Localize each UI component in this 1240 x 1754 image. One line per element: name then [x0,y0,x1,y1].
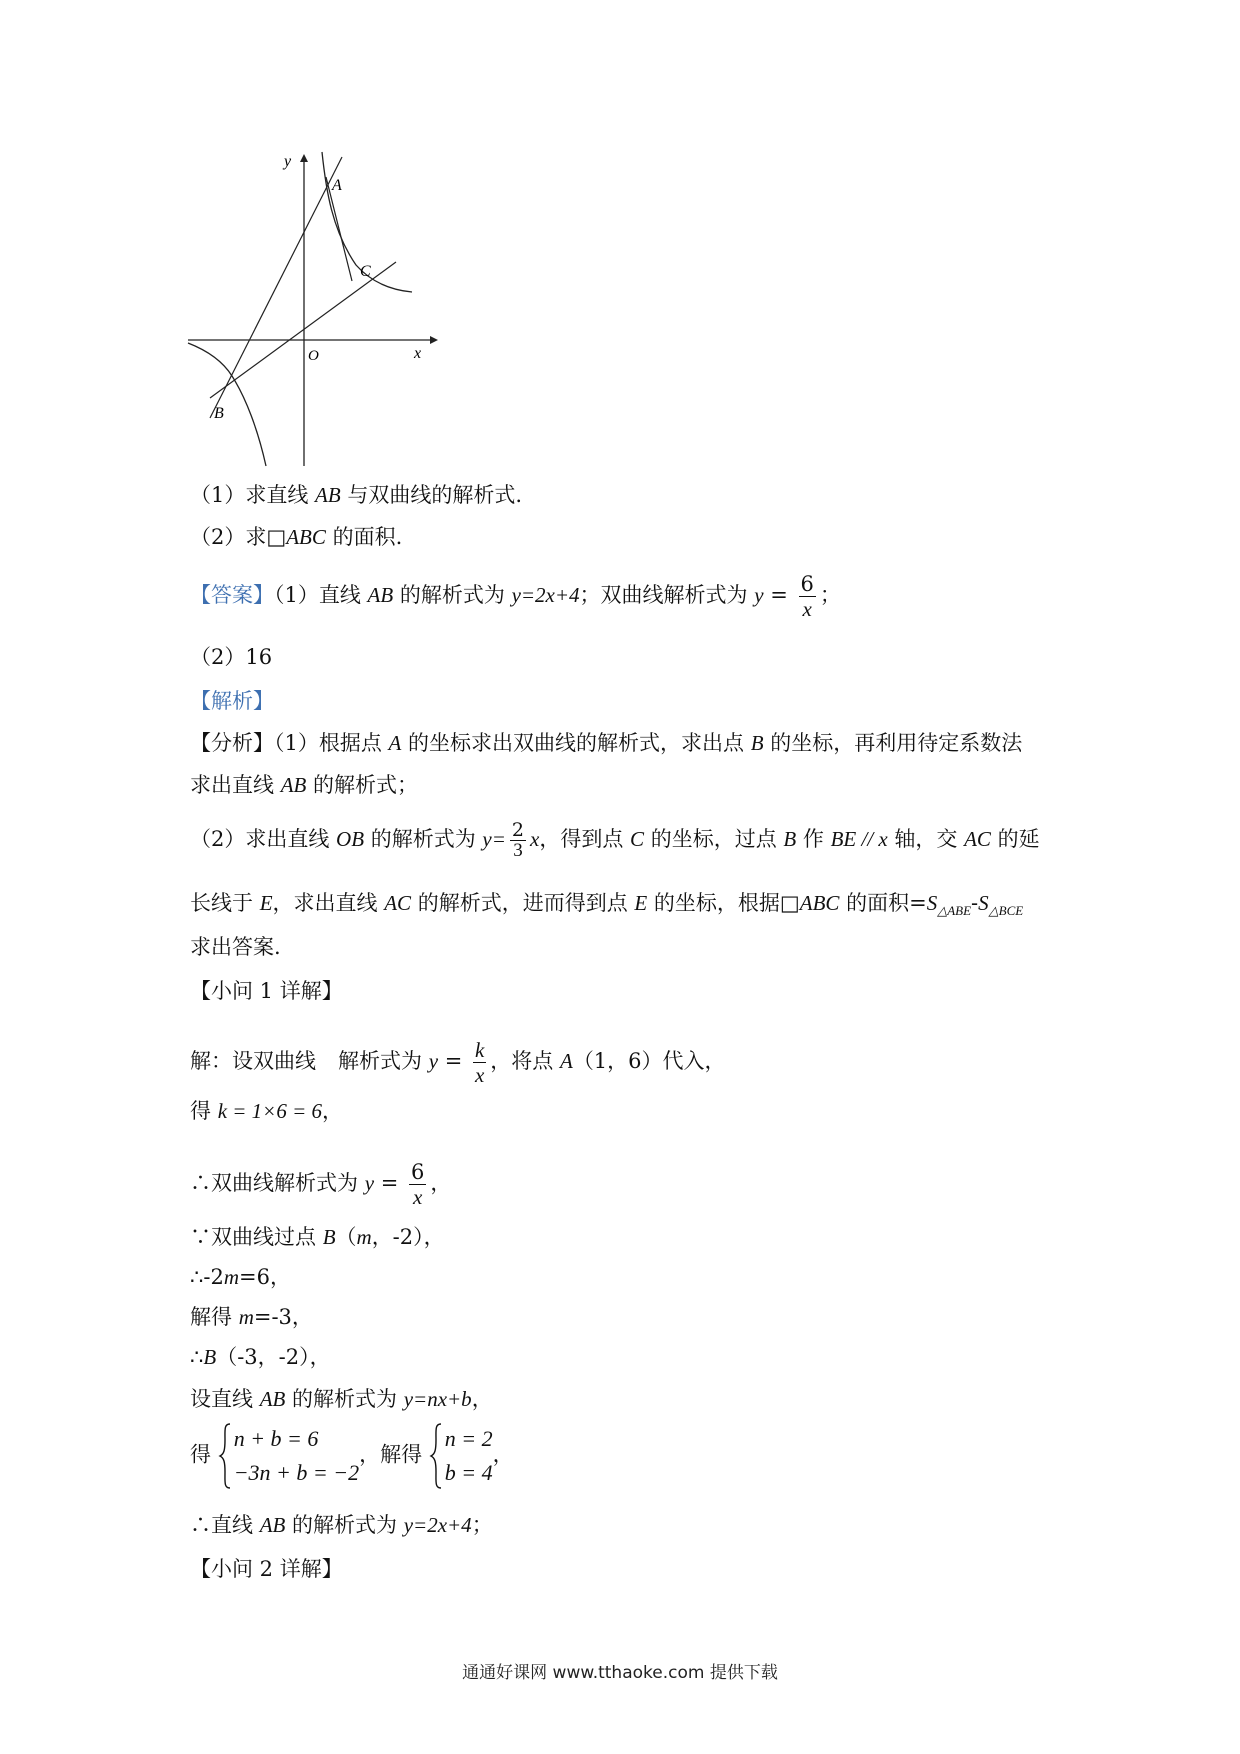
analysis-tag: 【解析】 [190,689,274,713]
detail-1-line-10 [190,1510,493,1540]
analysis-2-line-2 [190,888,1023,926]
equation-system-1 [218,1422,359,1490]
analysis-text: ，求出直线 [272,891,385,915]
detail-var: m [238,1305,254,1329]
analysis-var: E [259,891,273,915]
analysis-text: 的坐标，再利用待定系数法 [763,731,1023,755]
answer-line-1 [190,572,841,621]
analysis-text: 求出答案. [190,935,281,959]
detail-equation: y=2x+4 [403,1513,472,1537]
x-axis-label: x [414,345,422,362]
analysis-var: BE [830,827,857,851]
detail-var: m [356,1225,372,1249]
answer-fraction [799,572,816,621]
detail-text: ， [322,1099,344,1123]
detail-text: 的解析式为 [285,1387,404,1411]
answer-tag: 【答案】 [190,583,274,607]
point-b-label: B [214,405,224,422]
hyperbola-lower-branch [188,343,266,466]
analysis-heading [190,686,274,716]
fraction-numerator: 6 [410,1160,425,1184]
detail-1-heading [190,976,343,1006]
detail-text: 设直线 [190,1387,260,1411]
answer-line-eq: y=2x+4 [511,583,580,607]
analysis-var: ABC [799,891,840,915]
detail-text: ∴ [190,1345,204,1369]
q1-suffix: 与双曲线的解析式. [340,483,523,507]
analysis-text: 的坐标，根据 [647,891,780,915]
analysis-text: 的解析式； [306,773,419,797]
detail-2-heading [190,1554,343,1584]
area-symbol: S [926,891,938,915]
detail-var: y [428,1049,439,1073]
area-symbol: S [978,891,989,915]
analysis-var: B [783,827,797,851]
page-footer: 通通好课网 www.tthaoke.com 提供下载 [462,1663,778,1683]
detail-text: ； [471,1513,493,1537]
analysis-var: OB [336,827,365,851]
box-glyph: □ [779,891,800,915]
analysis-text: // [856,827,879,851]
analysis-text: 长线于 [190,891,260,915]
equation-system-2 [429,1422,493,1490]
analysis-text: 求出直线 [190,773,281,797]
q2-suffix: 的面积. [325,525,403,549]
analysis-2-line-1 [190,820,1040,861]
analysis-text: 的延 [990,827,1040,851]
line-bc [210,262,396,398]
system-row: −3n + b = −2 [233,1460,360,1485]
analysis-var: A [388,731,402,755]
analysis-text: 轴，交 [887,827,965,851]
detail-var: B [203,1345,217,1369]
analysis-text: 的解析式，进而得到点 [411,891,635,915]
detail-1-line-5 [190,1262,291,1292]
detail-text: ，将点 [490,1049,560,1073]
answer-eq: = [763,583,795,607]
analysis-var: AC [384,891,412,915]
detail-1-line-4 [190,1222,445,1252]
detail-1-line-1 [190,1038,726,1087]
question-1 [190,480,522,510]
detail-text: 的解析式为 [285,1513,404,1537]
detail-text: 解析式为 [338,1049,429,1073]
analysis-text: 作 [796,827,831,851]
analysis-var: x [530,827,540,851]
q1-text: （1）求直线 [190,483,316,507]
detail-text: ，-2）， [371,1225,445,1249]
analysis-var: E [634,891,648,915]
analysis-text: ，得到点 [539,827,631,851]
detail-text: 得 [190,1442,211,1467]
detail-text: = [438,1049,469,1073]
brace-icon [429,1422,443,1490]
fraction-denominator: x [802,597,812,621]
analysis-text: - [971,891,979,915]
analysis-1-line-1 [190,728,1022,758]
point-a-label: A [332,177,342,194]
detail-text: 解得 [190,1305,239,1329]
fraction-denominator: x [412,1185,423,1209]
q2-var: ABC [286,525,326,549]
system-row: b = 4 [444,1460,493,1485]
analysis-1-line-2 [190,770,418,800]
line-ab [210,157,342,418]
answer-text: ； [819,583,841,607]
y-axis-arrow [300,154,308,162]
analysis-sub-tag: 【分析】 [190,731,274,755]
analysis-text: 的面积= [839,891,927,915]
analysis-text: （1）根据点 [274,731,389,755]
detail-text: ， [492,1442,514,1467]
area-subscript: △ABE [937,903,972,919]
detail-var: A [559,1049,573,1073]
detail-text: ，解得 [359,1442,423,1467]
detail-text: （1，6）代入， [572,1049,726,1073]
analysis-var: x [878,827,888,851]
analysis-text: 的坐标求出双曲线的解析式，求出点 [401,731,751,755]
answer-text: 的解析式为 [393,583,512,607]
detail-text: ∴直线 [190,1513,260,1537]
analysis-var: y= [482,827,506,851]
detail-text: ∴-2 [190,1265,224,1289]
brace-icon [218,1422,232,1490]
detail-var: AB [259,1513,286,1537]
analysis-var: C [630,827,645,851]
fraction-denominator: 3 [513,840,523,861]
fraction-denominator: x [474,1063,485,1087]
detail-1-line-2 [190,1096,343,1126]
fraction-numerator: 2 [511,819,524,841]
detail-1-line-8 [190,1384,493,1414]
origin-label: O [308,348,319,364]
detail-text: 解：设双曲线 [190,1049,316,1073]
detail-var: y [364,1171,375,1195]
analysis-var: AB [280,773,307,797]
analysis-var: AC [964,827,991,851]
system-row: n + b = 6 [233,1426,319,1451]
analysis-text: （2）求出直线 [190,827,337,851]
detail-1-line-7 [190,1342,331,1372]
detail-var: B [322,1225,336,1249]
answer-y: y [754,583,764,607]
detail-text: （ [335,1225,357,1249]
detail-text: ， [471,1387,493,1411]
area-subscript: △BCE [988,903,1024,919]
detail-var: m [223,1265,239,1289]
detail-1-line-6 [190,1302,313,1332]
detail-var: AB [259,1387,286,1411]
analysis-var: B [750,731,764,755]
detail-text: 得 [190,1099,218,1123]
fraction-numerator: k [474,1038,485,1062]
analysis-2-line-3 [190,932,281,962]
detail-text: = [374,1171,405,1195]
detail-text: =-3， [253,1305,313,1329]
detail-2-tag: 【小问 2 详解】 [190,1557,343,1581]
fraction-numerator: 6 [800,572,814,596]
analysis-fraction [510,820,526,861]
detail-text: ∴双曲线解析式为 [190,1171,365,1195]
detail-fraction-6-over-x [409,1160,426,1209]
detail-text: =6， [239,1265,291,1289]
answer-text: （1）直线 [274,583,368,607]
analysis-text: 的解析式为 [364,827,483,851]
detail-text: ， [430,1171,452,1195]
q1-var: AB [315,483,341,507]
answer-text: ；双曲线解析式为 [579,583,755,607]
answer-line-2 [190,642,272,672]
analysis-text: 的坐标，过点 [644,827,784,851]
system-row: n = 2 [444,1426,493,1451]
detail-1-tag: 【小问 1 详解】 [190,979,343,1003]
detail-equation: k = 1×6 = 6 [217,1099,323,1123]
point-c-label: C [360,263,371,280]
detail-fraction-k-over-x [473,1038,486,1087]
detail-equation: y=nx+b [403,1387,472,1411]
question-2 [190,522,402,552]
coordinate-figure [186,150,446,468]
answer-part-2: （2）16 [190,645,273,669]
q2-box-glyph: □ [266,525,287,549]
x-axis-arrow [430,336,438,344]
y-axis-label: y [284,153,292,170]
q2-text: （2）求 [190,525,267,549]
answer-var: AB [367,583,394,607]
detail-1-line-9 [190,1422,514,1490]
detail-text: （-3，-2）， [216,1345,331,1369]
detail-1-line-3 [190,1160,451,1209]
detail-text: ∵双曲线过点 [190,1225,323,1249]
